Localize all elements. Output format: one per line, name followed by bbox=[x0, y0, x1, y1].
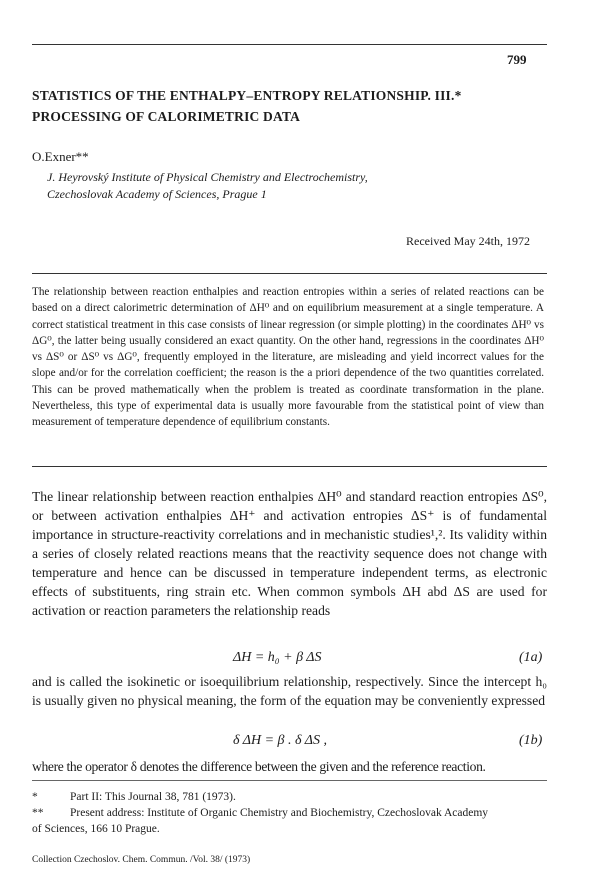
footnote-2-mark: ** bbox=[32, 807, 44, 819]
page-number: 799 bbox=[507, 52, 527, 67]
footnote-2-text-line1: Present address: Institute of Organic Chemistry and Biochemistry, Czechoslovak Academy bbox=[70, 807, 489, 819]
footnote-1-mark: * bbox=[32, 791, 38, 803]
equation-1b: δ ΔH = β . δ ΔS , bbox=[233, 733, 327, 748]
author: O.Exner** bbox=[32, 149, 89, 164]
paragraph-3: where the operator δ denotes the difference between the given and the reference reaction. bbox=[32, 759, 486, 774]
affiliation-line2: Czechoslovak Academy of Sciences, Prague 1 bbox=[47, 187, 267, 201]
article-title-line2: PROCESSING OF CALORIMETRIC DATA bbox=[32, 109, 301, 124]
equation-1b-label: (1b) bbox=[519, 733, 543, 748]
paragraph-2: and is called the isokinetic or isoequilibrium relationship, respectively. Since the intercept h₀ is usually given no physical meaning, the form of the equation may be conveniently expressed bbox=[32, 674, 547, 708]
paragraph-1: The linear relationship between reaction enthalpies ΔH⁰ and standard reaction entropies ΔS⁰, or between activation enthalpies ΔH⁺ and activation entropies ΔS⁺ is of fundamental importance in structure-reactivity correlations and in mechanistic studies¹,². Its validity within a series of closely related reactions means that the reactivity sequence does not change with temperature and hence can be discussed in temperature independent terms, as electronic effects of substituents, ring strain etc. When common symbols ΔH abd ΔS are used for activation or reaction parameters the relationship reads bbox=[32, 489, 547, 618]
abstract: The relationship between reaction enthalpies and reaction entropies within a series of related reactions can be based on a direct calorimetric determination of ΔH⁰ and on equilibrium measurement at a single temperature. A correct statistical treatment in this case consists of linear regression (or simple plotting) in the coordinates ΔH⁰ vs ΔG⁰, the latter being usually considered an exact quantity. On the other hand, regressions in the coordinates ΔH⁰ vs ΔS⁰ or ΔS⁰ vs ΔG⁰, frequently employed in the literature, are misleading and yield incorrect values for the slope and/or for the correlation coefficient; the reason is the a priori dependence of the two quantities correlated. This can be proved mathematically when the problem is treated as coordinate transformation in the plane. Nevertheless, this type of experimental data is usually more favourable from the statistical point of view than measurement of temperature dependence of equilibrium constants. bbox=[32, 286, 544, 429]
footnote-1 bbox=[32, 790, 236, 805]
abstract-bottom-rule bbox=[32, 466, 547, 467]
footnote-2-continuation: of Sciences, 166 10 Prague. bbox=[32, 823, 160, 835]
journal-footer: Collection Czechoslov. Chem. Commun. /Vol. 38/ (1973) bbox=[32, 855, 251, 865]
footnote-2 bbox=[32, 806, 488, 821]
top-rule bbox=[32, 44, 547, 45]
received-date: Received May 24th, 1972 bbox=[406, 234, 530, 248]
equation-1a-label: (1a) bbox=[519, 650, 543, 665]
equation-1a: ΔH = h₀ + β ΔS bbox=[233, 650, 322, 665]
affiliation-line1: J. Heyrovský Institute of Physical Chemistry and Electrochemistry, bbox=[47, 170, 368, 184]
article-title-line1: STATISTICS OF THE ENTHALPY–ENTROPY RELATIONSHIP. III.* bbox=[32, 88, 462, 103]
footnote-rule bbox=[32, 780, 547, 781]
footnote-1-text: Part II: This Journal 38, 781 (1973). bbox=[70, 791, 236, 803]
abstract-top-rule bbox=[32, 273, 547, 274]
